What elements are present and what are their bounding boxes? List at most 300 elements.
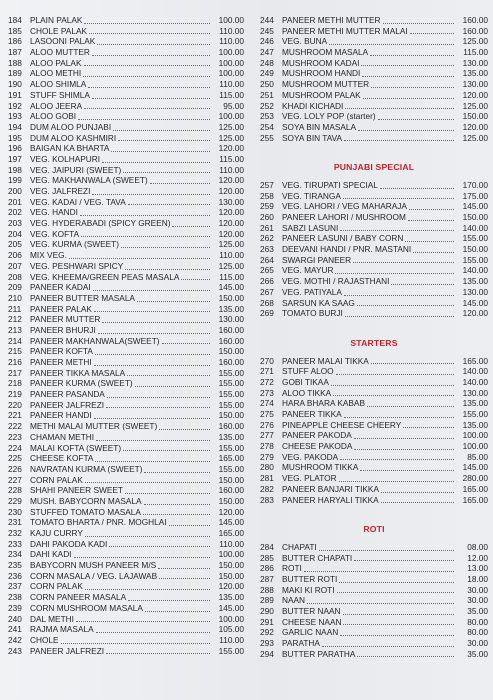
dot-leader: [381, 496, 454, 503]
menu-item-row: [8, 122, 244, 133]
dot-leader: [69, 252, 210, 259]
menu-item-row: [8, 614, 244, 625]
dot-leader: [159, 572, 210, 579]
item-name: ROTI: [282, 563, 302, 574]
item-number: 247: [260, 47, 274, 58]
dot-leader: [92, 49, 210, 56]
dot-leader: [109, 540, 210, 547]
item-number: 219: [8, 389, 22, 400]
item-number: 289: [260, 595, 274, 606]
item-name: ALOO GOBI: [30, 111, 77, 122]
item-price: 160.00: [462, 25, 488, 36]
item-number: 231: [8, 517, 22, 528]
item-name: VEG. KOLHAPURI: [30, 153, 101, 164]
item-number: 185: [8, 25, 22, 36]
item-number: 260: [260, 212, 274, 222]
dot-leader: [106, 647, 210, 654]
item-number: 246: [260, 36, 274, 47]
item-price: 115.00: [463, 47, 488, 58]
item-number: 210: [8, 292, 22, 303]
dot-leader: [85, 583, 210, 590]
section-gap: [260, 143, 488, 154]
item-price: 150.00: [462, 212, 488, 222]
dot-leader: [345, 310, 454, 317]
menu-item-row: [260, 595, 488, 606]
item-number: 290: [260, 606, 274, 616]
menu-item-row: [8, 400, 244, 411]
item-name: VEG. LAHORI / VEG MAHARAJA: [282, 201, 407, 212]
dot-leader: [84, 17, 210, 24]
item-number: 204: [8, 228, 22, 239]
item-price: 130.00: [218, 196, 244, 207]
item-price: 120.00: [462, 121, 488, 132]
item-name: DAHI KADI: [30, 549, 72, 560]
item-name: ALOO TIKKA: [282, 387, 332, 398]
item-price: 145.00: [218, 602, 244, 613]
item-name: SOYA BIN MASALA: [282, 121, 357, 132]
menu-item-row: [8, 304, 244, 315]
menu-item-row: [260, 111, 488, 122]
item-price: 100.00: [218, 68, 244, 79]
dot-leader: [322, 640, 454, 647]
item-price: 155.00: [218, 367, 244, 378]
item-number: 223: [8, 431, 22, 442]
item-price: 110.00: [219, 79, 244, 90]
dot-leader: [319, 544, 454, 551]
dot-leader: [361, 59, 454, 66]
dot-leader: [81, 230, 210, 237]
item-name: DUM ALOO PUNJABI: [30, 121, 112, 132]
item-name: TOMATO BHARTA / PNR. MOGHLAI: [30, 517, 167, 528]
item-price: 30.00: [467, 595, 488, 606]
item-price: 150.00: [218, 410, 244, 421]
dot-leader: [107, 391, 210, 398]
item-price: 135.00: [218, 303, 244, 314]
dot-leader: [354, 443, 454, 450]
item-name: HARA BHARA KABAB: [282, 398, 366, 409]
menu-item-row: [260, 627, 488, 638]
item-number: 228: [8, 485, 22, 496]
item-number: 259: [260, 201, 274, 212]
dot-leader: [358, 124, 454, 131]
item-name: BUTTER PARATHA: [282, 648, 356, 659]
item-number: 235: [8, 560, 22, 571]
item-name: VEG. PATIYALA: [282, 286, 342, 297]
menu-item-row: [260, 574, 488, 585]
menu-item-row: [8, 517, 244, 528]
item-name: CORN PALAK: [30, 581, 83, 592]
dot-leader: [307, 597, 454, 604]
item-name: PANEER METHI: [30, 357, 92, 367]
item-number: 254: [260, 121, 274, 132]
item-price: 125.00: [218, 260, 244, 271]
dot-leader: [339, 576, 454, 583]
item-price: 115.00: [219, 271, 244, 282]
menu-item-row: [260, 585, 488, 596]
menu-item-row: [260, 473, 488, 484]
dot-leader: [95, 455, 210, 462]
item-name: PARATHA: [282, 638, 320, 649]
item-name: METHI MALAI MUTTER (SWEET): [30, 421, 158, 432]
item-price: 120.00: [218, 186, 244, 196]
item-number: 293: [260, 638, 274, 649]
item-price: 155.00: [218, 463, 244, 474]
item-number: 188: [8, 57, 22, 68]
item-name: STUFF ALOO: [282, 366, 334, 377]
dot-leader: [97, 38, 210, 45]
menu-item-row: [260, 542, 488, 553]
item-number: 221: [8, 410, 22, 421]
dot-leader: [343, 608, 454, 615]
item-number: 251: [260, 89, 274, 100]
item-name: PANEER PALAK: [30, 303, 92, 314]
dot-leader: [106, 401, 210, 408]
item-number: 274: [260, 398, 274, 409]
item-price: 150.00: [218, 570, 244, 581]
item-price: 125.00: [218, 121, 244, 132]
dot-leader: [363, 92, 454, 99]
item-number: 196: [8, 143, 22, 154]
item-number: 276: [260, 419, 274, 430]
menu-item-row: [260, 441, 488, 452]
dot-leader: [135, 380, 210, 387]
item-number: 184: [8, 15, 22, 25]
item-number: 224: [8, 442, 22, 453]
menu-item-row: [260, 495, 488, 506]
section-title: ROTI: [363, 523, 385, 534]
item-number: 275: [260, 409, 274, 419]
item-number: 194: [8, 121, 22, 132]
item-price: 135.00: [218, 592, 244, 603]
dot-leader: [123, 166, 210, 173]
dot-leader: [102, 156, 210, 163]
dot-leader: [357, 650, 454, 657]
dot-leader: [127, 369, 210, 376]
item-price: 145.00: [462, 462, 488, 473]
menu-item-row: [260, 638, 488, 649]
menu-item-row: [8, 282, 244, 293]
menu-item-row: [260, 420, 488, 431]
item-price: 110.00: [219, 538, 244, 549]
dot-leader: [144, 466, 210, 473]
menu-item-row: [8, 58, 244, 69]
item-name: SABZI LASUNI: [282, 222, 339, 233]
item-price: 100.00: [218, 613, 244, 624]
item-number: 238: [8, 592, 22, 603]
item-name: DUM ALOO KASHMIRI: [30, 132, 117, 143]
item-price: 110.00: [219, 634, 244, 645]
item-number: 236: [8, 570, 22, 581]
dot-leader: [150, 177, 210, 184]
dot-leader: [88, 81, 210, 88]
dot-leader: [78, 113, 210, 120]
dot-leader: [83, 70, 210, 77]
item-name: CHEESE NAAN: [282, 616, 342, 627]
item-name: PANEER BUTTER MASALA: [30, 292, 135, 303]
menu-item-row: [8, 443, 244, 454]
item-name: BUTTER CHAPATI: [282, 552, 353, 563]
menu-item-row: [260, 409, 488, 420]
item-number: 202: [8, 207, 22, 218]
menu-item-row: [8, 101, 244, 112]
item-number: 215: [8, 346, 22, 357]
menu-item-row: [260, 553, 488, 564]
item-name: SHAHI PANEER SWEET: [30, 485, 123, 496]
item-number: 243: [8, 645, 22, 656]
menu-item-row: [8, 239, 244, 250]
item-name: VEG. MAYUR: [282, 265, 334, 276]
item-number: 248: [260, 57, 274, 68]
item-number: 200: [8, 186, 22, 196]
section-gap: [260, 319, 488, 330]
menu-item-row: [8, 175, 244, 186]
item-price: 110.00: [219, 250, 244, 261]
item-name: VEG. PAKODA: [282, 451, 339, 462]
item-name: GARLIC NAAN: [282, 627, 339, 638]
dot-leader: [360, 464, 454, 471]
menu-item-row: [260, 58, 488, 69]
dot-leader: [95, 348, 210, 355]
item-price: 08.00: [467, 541, 488, 552]
dot-leader: [340, 453, 454, 460]
item-number: 250: [260, 79, 274, 90]
item-name: VEG. HYDERABADI (SPICY GREEN): [30, 218, 171, 229]
item-price: 100.00: [218, 57, 244, 68]
item-number: 190: [8, 79, 22, 90]
item-price: 150.00: [218, 495, 244, 506]
menu-item-row: [260, 36, 488, 47]
item-number: 294: [260, 648, 274, 659]
item-number: 288: [260, 584, 274, 595]
dot-leader: [96, 626, 210, 633]
menu-item-row: [8, 90, 244, 101]
item-price: 140.00: [462, 366, 488, 377]
menu-item-row: [260, 15, 488, 26]
menu-item-row: [8, 186, 244, 197]
dot-leader: [98, 327, 210, 334]
menu-item-row: [8, 218, 244, 229]
item-number: 213: [8, 324, 22, 335]
dot-leader: [80, 209, 210, 216]
dot-leader: [340, 629, 454, 636]
item-number: 242: [8, 634, 22, 645]
item-name: MIX VEG.: [30, 250, 67, 261]
item-name: CORN PALAK: [30, 474, 83, 485]
menu-item-row: [8, 357, 244, 368]
menu-column-right: [260, 15, 488, 659]
item-number: 268: [260, 297, 274, 308]
item-name: PANEER KURMA (SWEET): [30, 378, 133, 389]
dot-leader: [367, 400, 454, 407]
item-price: 175.00: [462, 190, 488, 201]
menu-item-row: [8, 336, 244, 347]
item-number: 244: [260, 15, 274, 25]
item-name: CHAMAN METHI: [30, 431, 95, 442]
menu-item-row: [8, 272, 244, 283]
item-price: 80.00: [467, 627, 488, 638]
menu-item-row: [8, 592, 244, 603]
item-price: 130.00: [462, 79, 488, 90]
item-price: 135.00: [462, 398, 488, 409]
item-name: VEG. LOLY POP (starter): [282, 111, 376, 122]
menu-item-row: [260, 255, 488, 266]
dot-leader: [84, 59, 211, 66]
item-price: 35.00: [467, 648, 488, 659]
item-price: 85.00: [467, 451, 488, 462]
menu-item-row: [260, 276, 488, 287]
menu-item-row: [260, 649, 488, 660]
dot-leader: [125, 487, 210, 494]
item-number: 257: [260, 179, 274, 190]
item-price: 150.00: [218, 474, 244, 485]
section-title: STARTERS: [350, 337, 398, 348]
item-price: 110.00: [219, 36, 244, 47]
item-price: 105.00: [218, 624, 244, 635]
dot-leader: [96, 434, 210, 441]
item-name: VEG. JAIPURI (SWEET): [30, 164, 122, 175]
item-price: 30.00: [467, 584, 488, 595]
item-number: 195: [8, 132, 22, 143]
item-name: LASOONI PALAK: [30, 36, 96, 47]
item-name: ALOO JEERA: [30, 100, 83, 111]
item-number: 203: [8, 218, 22, 229]
menu-item-row: [8, 389, 244, 400]
menu-item-row: [8, 15, 244, 26]
dot-leader: [410, 27, 454, 34]
item-number: 208: [8, 271, 22, 282]
item-name: TOMATO BURJI: [282, 308, 343, 319]
item-number: 205: [8, 239, 22, 250]
item-name: CHOLE: [30, 634, 59, 645]
item-name: SARSUN KA SAAG: [282, 297, 355, 308]
item-price: 115.00: [219, 89, 244, 100]
menu-item-row: [260, 308, 488, 319]
item-number: 225: [8, 453, 22, 464]
item-price: 160.00: [218, 485, 244, 496]
item-number: 258: [260, 190, 274, 201]
dot-leader: [362, 70, 454, 77]
item-price: 125.00: [218, 239, 244, 250]
item-name: PANEER LASUNI / BABY CORN: [282, 233, 404, 244]
menu-item-row: [8, 165, 244, 176]
item-number: 197: [8, 153, 22, 164]
menu-item-row: [8, 581, 244, 592]
item-price: 130.00: [462, 387, 488, 398]
menu-item-row: [8, 133, 244, 144]
menu-item-row: [8, 603, 244, 614]
menu-item-row: [260, 26, 488, 37]
item-number: 245: [260, 25, 274, 36]
dot-leader: [128, 198, 210, 205]
dot-leader: [391, 278, 454, 285]
item-number: 267: [260, 286, 274, 297]
item-price: 80.00: [467, 616, 488, 627]
item-name: MUSH. BABYCORN MASALA: [30, 495, 142, 506]
item-price: 135.00: [462, 68, 488, 79]
dot-leader: [102, 316, 210, 323]
menu-item-row: [260, 79, 488, 90]
item-price: 100.00: [462, 430, 488, 441]
dot-leader: [333, 389, 454, 396]
item-name: VEG. MAKHANWALA (SWEET): [30, 175, 148, 186]
item-price: 110.00: [219, 164, 244, 175]
item-name: VEG. TIRANGA: [282, 190, 341, 201]
menu-item-row: [8, 485, 244, 496]
dot-leader: [93, 284, 210, 291]
item-number: 287: [260, 573, 274, 584]
item-price: 120.00: [462, 308, 488, 319]
dot-leader: [118, 134, 210, 141]
item-price: 165.00: [462, 483, 488, 494]
item-price: 95.00: [223, 100, 244, 111]
item-price: 120.00: [218, 218, 244, 229]
item-name: ALOO PALAK: [30, 57, 82, 68]
item-price: 170.00: [462, 179, 488, 190]
item-name: PANEER KOFTA: [30, 346, 93, 357]
dot-leader: [76, 615, 210, 622]
item-price: 155.00: [218, 645, 244, 656]
item-price: 160.00: [218, 357, 244, 367]
menu-item-row: [260, 244, 488, 255]
dot-leader: [144, 498, 210, 505]
item-number: 280: [260, 462, 274, 473]
item-name: PINEAPPLE CHEESE CHEERY: [282, 419, 402, 430]
dot-leader: [123, 444, 210, 451]
item-number: 270: [260, 355, 274, 366]
item-price: 110.00: [219, 25, 244, 36]
item-price: 145.00: [218, 517, 244, 528]
item-number: 216: [8, 357, 22, 367]
item-number: 255: [260, 132, 274, 143]
dot-leader: [89, 27, 210, 34]
item-name: STUFFED TOMATO MASALA: [30, 506, 141, 517]
item-price: 280.00: [462, 473, 488, 484]
item-number: 212: [8, 314, 22, 325]
item-name: RAJMA MASALA: [30, 624, 94, 635]
item-number: 283: [260, 494, 274, 505]
item-name: ALOO METHI: [30, 68, 82, 79]
item-name: BABYCORN MUSH PANEER M/S: [30, 560, 157, 571]
item-name: CORN MUSHROOM MASALA: [30, 602, 143, 613]
item-name: VEG. KURMA (SWEET): [30, 239, 119, 250]
item-name: MUSHROOM MUTTER: [282, 79, 370, 90]
menu-item-row: [260, 452, 488, 463]
menu-item-row: [260, 398, 488, 409]
dot-leader: [344, 289, 454, 296]
item-price: 155.00: [462, 233, 488, 244]
item-price: 140.00: [462, 376, 488, 387]
menu-item-row: [8, 475, 244, 486]
dot-leader: [85, 476, 210, 483]
item-number: 281: [260, 473, 274, 484]
item-name: VEG. TIRUPATI SPECIAL: [282, 179, 378, 190]
dot-leader: [380, 182, 454, 189]
item-number: 214: [8, 335, 22, 346]
item-number: 237: [8, 581, 22, 592]
menu-item-row: [260, 265, 488, 276]
menu-item-row: [8, 346, 244, 357]
item-name: VEG. PLATOR: [282, 473, 337, 484]
dot-leader: [162, 337, 210, 344]
dot-leader: [111, 145, 210, 152]
item-number: 207: [8, 260, 22, 271]
item-number: 232: [8, 528, 22, 538]
item-price: 155.00: [462, 409, 488, 419]
item-number: 201: [8, 196, 22, 207]
item-name: SWARGI PANEER: [282, 254, 352, 265]
item-name: PANEER TIKKA MASALA: [30, 367, 126, 378]
dot-leader: [413, 246, 454, 253]
